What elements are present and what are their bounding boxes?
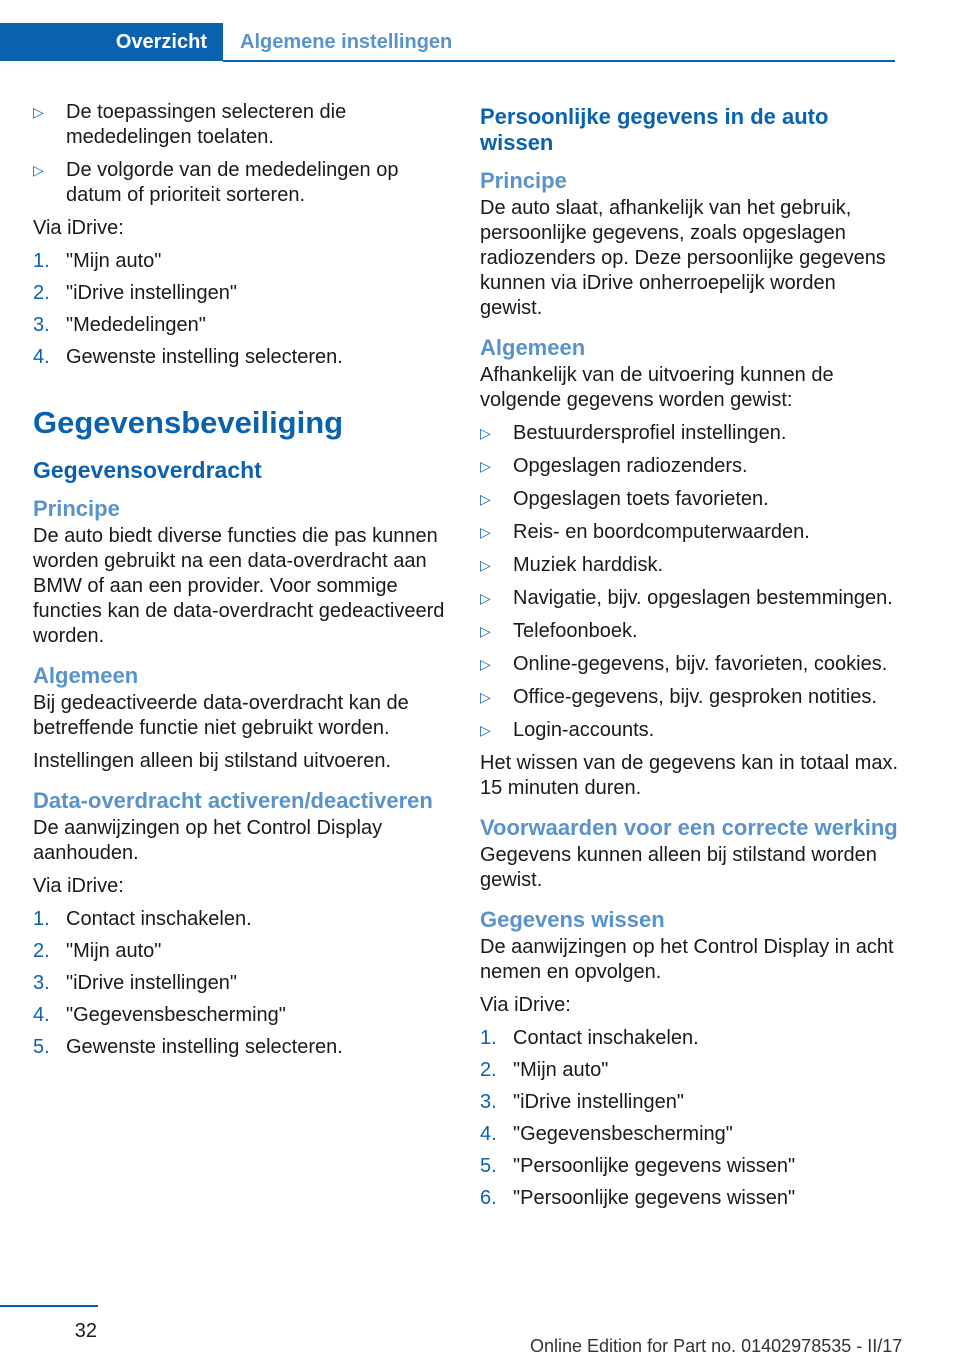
list-item: ▷ Telefoonboek. bbox=[480, 620, 638, 642]
paragraph: De aanwijzingen op het Control Display in acht nemen en opvolgen. bbox=[480, 936, 894, 983]
step-number: 2. bbox=[33, 940, 50, 962]
heading-voorwaarden: Voorwaarden voor een correcte werking bbox=[480, 815, 898, 840]
subsection-title: Persoonlijke gegevens in de auto wissen bbox=[480, 104, 829, 155]
triangle-bullet-icon: ▷ bbox=[480, 557, 491, 573]
paragraph: Afhankelijk van de uitvoering kunnen de volgende gegevens worden gewist: bbox=[480, 364, 834, 411]
list-item: 2. "Mijn auto" bbox=[480, 1059, 609, 1081]
list-item: 5. "Persoonlijke gegevens wissen" bbox=[480, 1155, 796, 1177]
paragraph: Gegevens kunnen alleen bij stilstand worden gewist. bbox=[480, 844, 877, 891]
via-idrive-label: Via iDrive: bbox=[33, 217, 124, 239]
step-number: 2. bbox=[480, 1059, 497, 1081]
heading-principe: Principe bbox=[33, 496, 120, 521]
triangle-bullet-icon: ▷ bbox=[33, 162, 44, 178]
left-column bbox=[33, 100, 449, 1067]
triangle-bullet-icon: ▷ bbox=[480, 425, 491, 441]
right-column bbox=[480, 100, 900, 1218]
step-number: 4. bbox=[33, 346, 50, 368]
step-number: 3. bbox=[33, 972, 50, 994]
footer-divider bbox=[0, 1305, 98, 1307]
triangle-bullet-icon: ▷ bbox=[33, 104, 44, 120]
step-list bbox=[33, 907, 449, 1060]
list-item: 3. "Mededelingen" bbox=[33, 314, 206, 336]
step-number: 1. bbox=[33, 250, 50, 272]
step-number: 1. bbox=[480, 1027, 497, 1049]
heading-principe: Principe bbox=[480, 168, 567, 193]
step-number: 3. bbox=[33, 314, 50, 336]
heading-algemeen: Algemeen bbox=[33, 663, 139, 688]
list-item: 1. "Mijn auto" bbox=[33, 250, 162, 272]
list-item: ▷ Reis- en boordcomputerwaarden. bbox=[480, 521, 810, 543]
list-item: 4. Gewenste instelling selecteren. bbox=[33, 346, 343, 368]
list-item: ▷ Opgeslagen radiozenders. bbox=[480, 455, 748, 477]
list-item: 3. "iDrive instellingen" bbox=[480, 1091, 684, 1113]
step-list bbox=[33, 249, 449, 370]
tab-algemene-instellingen[interactable]: Algemene instellingen bbox=[240, 30, 453, 53]
list-item: ▷ Muziek harddisk. bbox=[480, 554, 664, 576]
list-item: 5. Gewenste instelling selecteren. bbox=[33, 1036, 343, 1058]
paragraph: Instellingen alleen bij stilstand uitvoeren. bbox=[33, 750, 391, 772]
subsection-title: Gegevensoverdracht bbox=[33, 457, 262, 483]
list-item: 4. "Gegevensbescherming" bbox=[33, 1004, 286, 1026]
step-number: 2. bbox=[33, 282, 50, 304]
step-number: 4. bbox=[33, 1004, 50, 1026]
triangle-bullet-icon: ▷ bbox=[480, 491, 491, 507]
triangle-bullet-icon: ▷ bbox=[480, 524, 491, 540]
section-title: Gegevensbeveiliging bbox=[33, 405, 344, 440]
heading-algemeen: Algemeen bbox=[480, 335, 586, 360]
triangle-bullet-icon: ▷ bbox=[480, 623, 491, 639]
list-item: 4. "Gegevensbescherming" bbox=[480, 1123, 733, 1145]
list-item: ▷ De volgorde van de mededelingen op datum of prioriteit sorteren. bbox=[33, 159, 399, 206]
heading-data-overdracht: Data-overdracht activeren/deactiveren bbox=[33, 788, 433, 813]
bullet-list bbox=[33, 100, 449, 208]
step-list bbox=[480, 1026, 900, 1211]
list-item: 1. Contact inschakelen. bbox=[480, 1027, 699, 1049]
paragraph: Bij gedeactiveerde data-overdracht kan de betreffende functie niet gebruikt worden. bbox=[33, 692, 409, 739]
list-item: ▷ De toepassingen selecteren die mededelingen toelaten. bbox=[33, 101, 347, 148]
list-item: ▷ Online-gegevens, bijv. favorieten, cookies. bbox=[480, 653, 888, 675]
via-idrive-label: Via iDrive: bbox=[480, 994, 571, 1016]
triangle-bullet-icon: ▷ bbox=[480, 458, 491, 474]
paragraph: Het wissen van de gegevens kan in totaal max. 15 minuten duren. bbox=[480, 752, 899, 799]
paragraph: De auto slaat, afhankelijk van het gebruik, persoonlijke gegevens, zoals opgeslagen radiozenders op. Deze persoonlijke gegevens kunnen via iDrive onherroepelijk worden gewist. bbox=[480, 197, 886, 319]
list-item: 2. "Mijn auto" bbox=[33, 940, 162, 962]
triangle-bullet-icon: ▷ bbox=[480, 656, 491, 672]
heading-gegevens-wissen: Gegevens wissen bbox=[480, 907, 665, 932]
list-item: ▷ Bestuurdersprofiel instellingen. bbox=[480, 422, 787, 444]
list-item: ▷ Office-gegevens, bijv. gesproken notities. bbox=[480, 686, 877, 708]
step-number: 1. bbox=[33, 908, 50, 930]
list-item: ▷ Opgeslagen toets favorieten. bbox=[480, 488, 769, 510]
step-number: 4. bbox=[480, 1123, 497, 1145]
paragraph: De auto biedt diverse functies die pas kunnen worden gebruikt na een data-overdracht aan BMW of aan een provider. Voor sommige functies kan de data-overdracht gedeactiveerd worden. bbox=[33, 525, 445, 647]
list-item: 2. "iDrive instellingen" bbox=[33, 282, 237, 304]
step-number: 5. bbox=[33, 1036, 50, 1058]
step-number: 6. bbox=[480, 1187, 497, 1209]
step-number: 5. bbox=[480, 1155, 497, 1177]
via-idrive-label: Via iDrive: bbox=[33, 875, 124, 897]
header-divider bbox=[223, 60, 895, 62]
edition-note: Online Edition for Part no. 01402978535 - II/17 bbox=[530, 1336, 903, 1356]
page-number: 32 bbox=[74, 1320, 97, 1342]
list-item: 3. "iDrive instellingen" bbox=[33, 972, 237, 994]
triangle-bullet-icon: ▷ bbox=[480, 590, 491, 606]
list-item: ▷ Login-accounts. bbox=[480, 719, 655, 741]
triangle-bullet-icon: ▷ bbox=[480, 689, 491, 705]
triangle-bullet-icon: ▷ bbox=[480, 722, 491, 738]
paragraph: De aanwijzingen op het Control Display aanhouden. bbox=[33, 817, 383, 864]
tab-overzicht[interactable]: Overzicht bbox=[0, 23, 223, 61]
step-number: 3. bbox=[480, 1091, 497, 1113]
bullet-list bbox=[480, 421, 900, 743]
list-item: ▷ Navigatie, bijv. opgeslagen bestemmingen. bbox=[480, 587, 893, 609]
list-item: 6. "Persoonlijke gegevens wissen" bbox=[480, 1187, 796, 1209]
page-header bbox=[0, 0, 960, 62]
list-item: 1. Contact inschakelen. bbox=[33, 908, 252, 930]
